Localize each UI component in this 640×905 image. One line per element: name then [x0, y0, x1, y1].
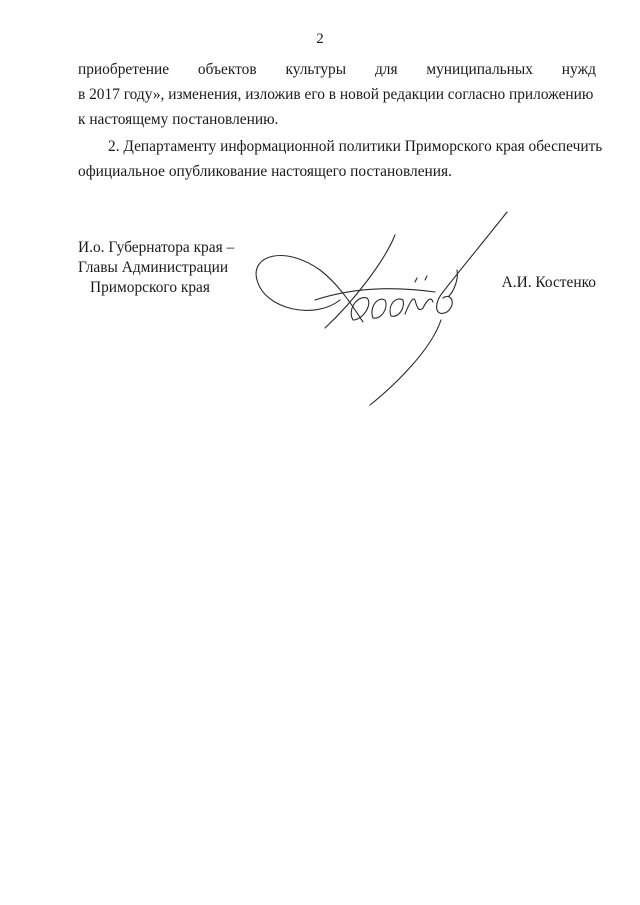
word: приобретение — [78, 61, 170, 78]
word: муниципальных — [426, 61, 533, 78]
paragraph-1-line-1 — [78, 57, 596, 82]
signatory-title-line-3: Приморского края — [90, 279, 210, 296]
word: объектов — [197, 61, 257, 78]
signer-name: А.И. Костенко — [501, 274, 596, 291]
handwritten-signature-icon — [245, 200, 525, 410]
signatory-title-line-2: Главы Администрации — [78, 259, 229, 276]
paragraph-2-line-2: официальное опубликование настоящего постановления. — [78, 163, 452, 180]
word: нужд — [561, 61, 596, 78]
signatory-title — [78, 238, 234, 298]
paragraph-1-line-3: к настоящему постановлению. — [78, 111, 279, 128]
page-number: 2 — [316, 31, 324, 47]
paragraph-2-line-1: 2. Департаменту информационной политики Приморского края обеспечить — [108, 138, 603, 155]
word: для — [374, 61, 398, 78]
word: культуры — [285, 61, 347, 78]
paragraph-1 — [78, 57, 596, 132]
paragraph-2 — [78, 134, 603, 184]
paragraph-1-line-2: в 2017 году», изменения, изложив его в новой редакции согласно приложению — [78, 86, 594, 103]
signatory-title-line-1: И.о. Губернатора края – — [78, 239, 235, 256]
